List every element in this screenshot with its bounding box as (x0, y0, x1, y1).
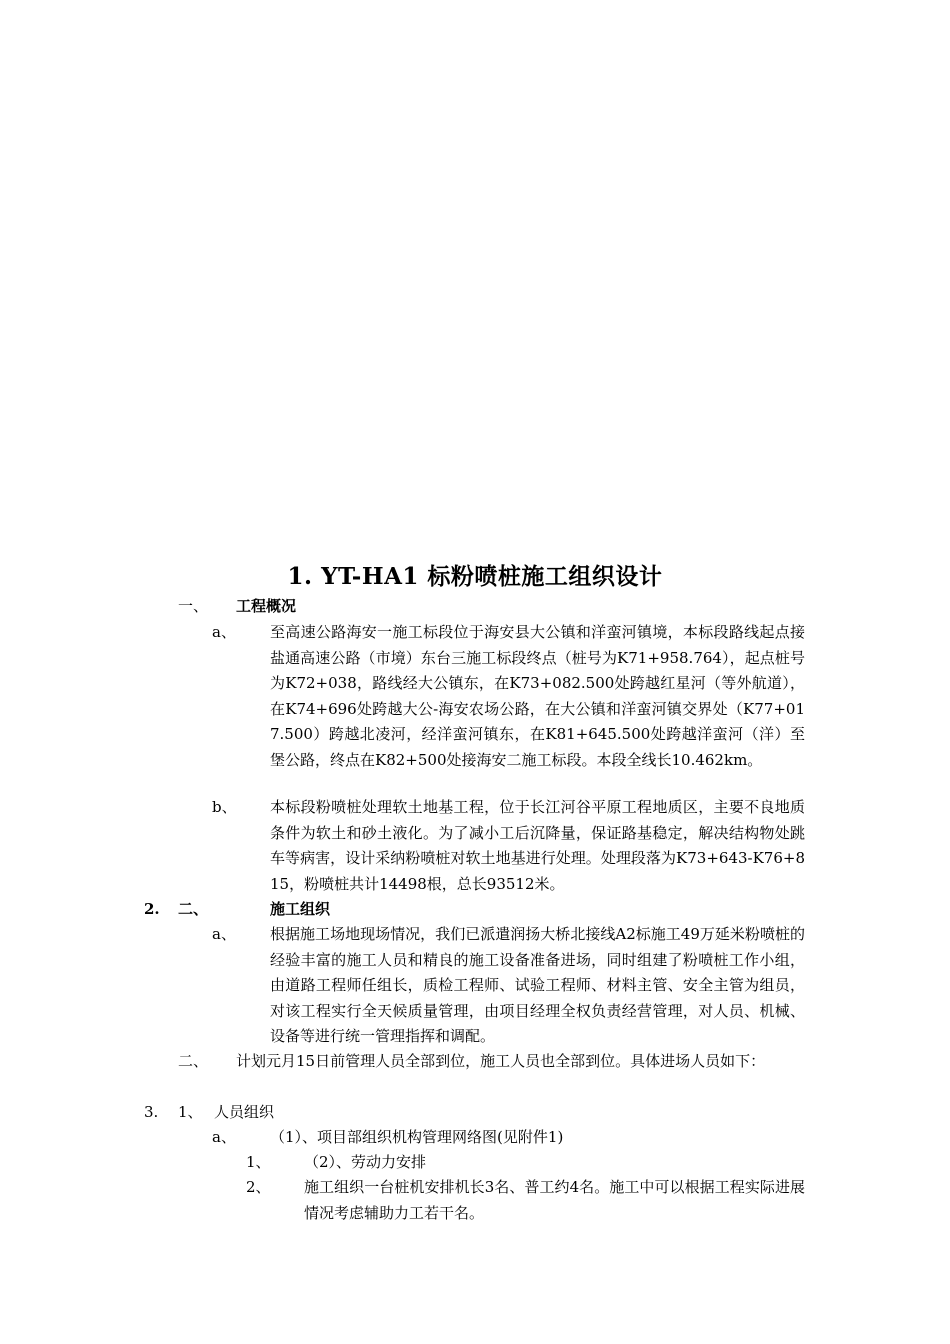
section2-heading: 施工组织 (270, 900, 331, 918)
plan-marker: 二、 (178, 1052, 209, 1070)
plan-text (236, 1049, 805, 1075)
section2-marker: 二、 (178, 900, 209, 918)
section1-item-b-marker: b、 (212, 798, 237, 816)
section1-marker: 一、 (178, 597, 209, 615)
section1-heading: 工程概况 (236, 597, 297, 615)
section3-item-2-marker: 2、 (246, 1178, 271, 1196)
section2-item-a-marker: a、 (212, 925, 236, 943)
section3-item-a-marker: a、 (212, 1128, 236, 1146)
plan-text-content: 计划元月15日前管理人员全部到位，施工人员也全部到位。具体进场人员如下： (236, 1052, 766, 1070)
section3-heading: 人员组织 (214, 1103, 275, 1121)
section2-item-a-text: 根据施工场地现场情况，我们已派遣润扬大桥北接线A2标施工49万延米粉喷桩的经验丰富的施工人员和精良的施工设备准备进场，同时组建了粉喷桩工作小组，由道路工程师任组长，质检工程师、试验工程师、材料主管、安全主管为组员，对该工程实行全天候质量管理，由项目经理全权负责经营管理，对人员、机械、设备等进行统一管理指挥和调配。 (270, 925, 805, 1045)
section3-item-1-marker: 1、 (246, 1153, 271, 1171)
section3-number: 3. (144, 1103, 159, 1121)
document-title: 1. YT-HA1 标粉喷桩施工组织设计 (287, 563, 663, 590)
section1-item-b-text: 本标段粉喷桩处理软土地基工程，位于长江河谷平原工程地质区，主要不良地质条件为软土和砂土液化。为了减小工后沉降量，保证路基稳定，解决结构物处跳车等病害，设计采纳粉喷桩对软土地基进行处理。处理段落为K73+643-K76+815，粉喷桩共计14498根，总长93512米。 (270, 798, 805, 893)
section1-item-a-marker: a、 (212, 623, 236, 641)
section3-item-a-text: （1）、项目部组织机构管理网络图(见附件1) (270, 1128, 564, 1146)
section2-number: 2. (144, 900, 160, 918)
section1-item-a-text: 至高速公路海安一施工标段位于海安县大公镇和洋蛮河镇境，本标段路线起点接盐通高速公路（市境）东台三施工标段终点（桩号为K71+958.764），起点桩号为K72+038，路线经大公镇东，在K73+082.500处跨越红星河（等外航道），在K74+696处跨越大公-海安农场公路，在大公镇和洋蛮河镇交界处（K77+017.500）跨越北凌河，经洋蛮河镇东，在K81+645.500处跨越洋蛮河（洋）至堡公路，终点在K82+500处接海安二施工标段。本段全线长10.462km。 (270, 623, 805, 769)
section3-item-1-text: （2）、劳动力安排 (304, 1153, 427, 1171)
section3-item-2-text: 施工组织一台桩机安排机长3名、普工约4名。施工中可以根据工程实际进展情况考虑辅助力工若干名。 (304, 1178, 805, 1222)
section3-marker: 1、 (178, 1103, 203, 1121)
